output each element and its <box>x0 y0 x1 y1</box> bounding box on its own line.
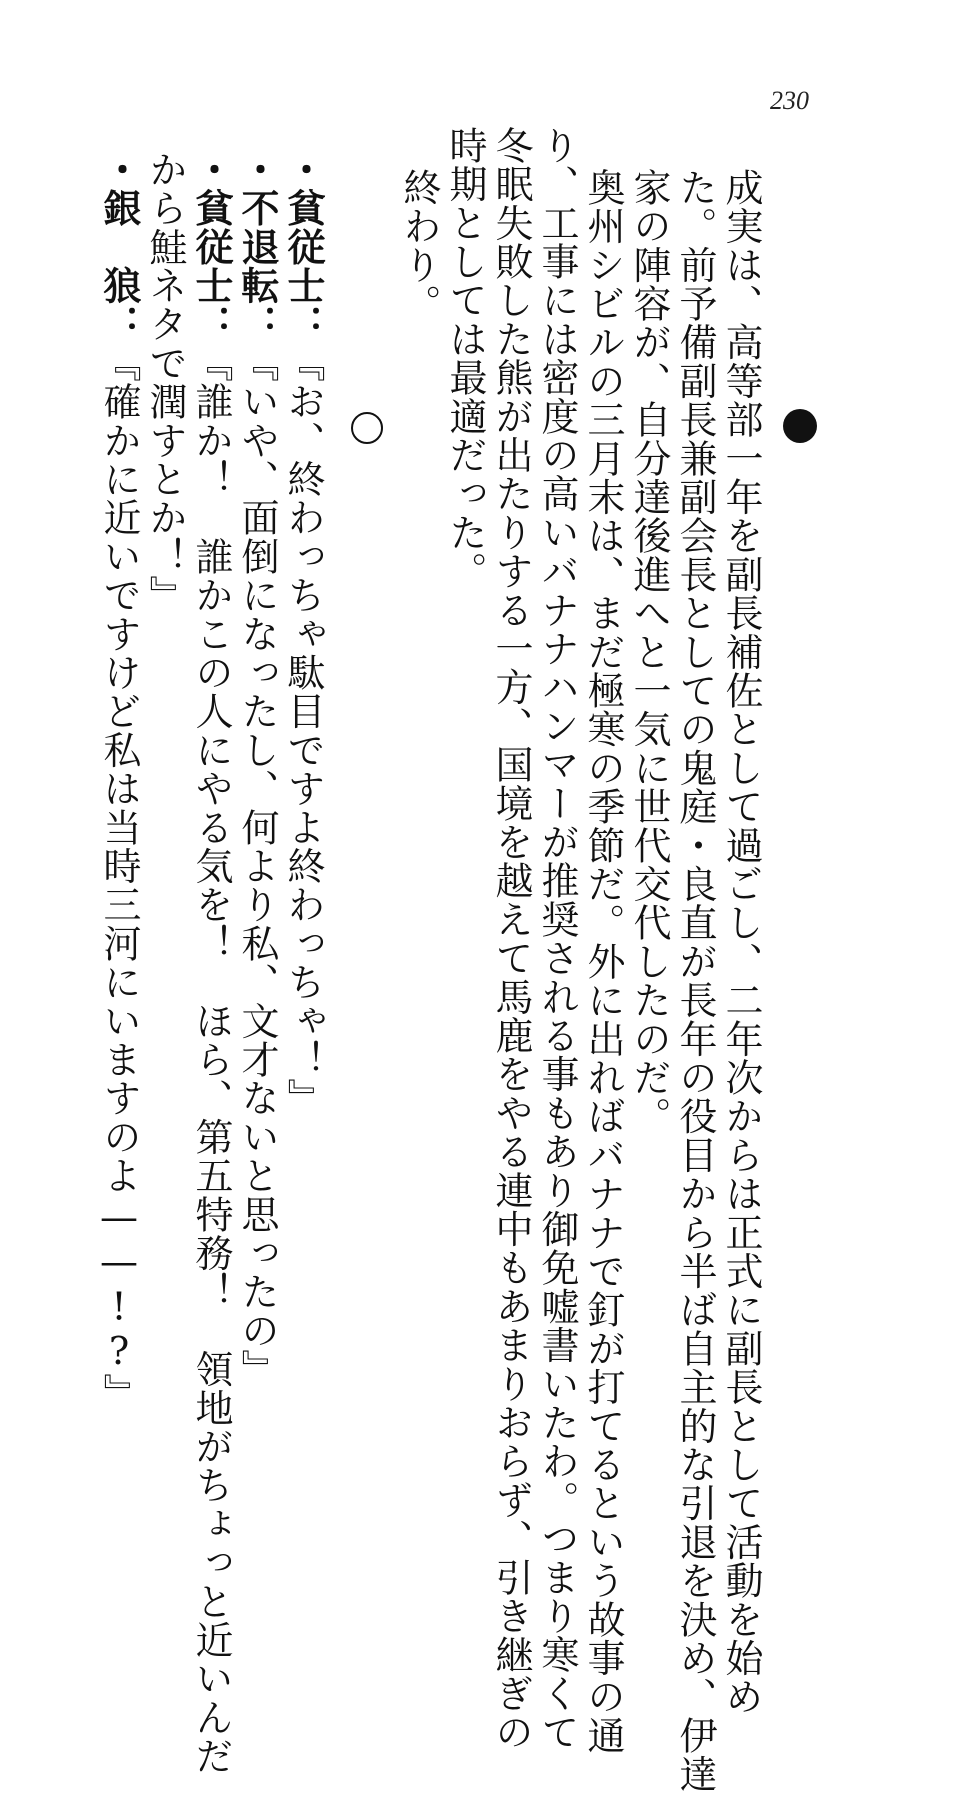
speaker-label: ・貧従士： <box>281 150 325 344</box>
dialogue-line <box>189 150 233 1776</box>
narrative-line: 奥州シビルの三月末は、まだ極寒の季節だ。外に出ればバナナで釘が打てるという故事の通 <box>581 168 625 1755</box>
speaker-label: ・貧従士： <box>189 150 233 344</box>
narrative-line: た。前予備副長兼副会長としての鬼庭・良直が長年の役目から半ば自主的な引退を決め、伊達 <box>673 168 717 1793</box>
black-circle-icon <box>783 409 817 443</box>
speaker-label: ・不退転： <box>235 150 279 344</box>
dialogue-text: 『お、終わっちゃ駄目ですよ終わっちゃ！』 <box>281 343 325 1118</box>
white-circle-icon <box>351 412 383 444</box>
dialogue-line <box>281 150 325 1118</box>
narrative-line: 終わり。 <box>397 168 441 323</box>
narrative-line: 成実は、高等部一年を副長補佐として過ごし、二年次からは正式に副長として活動を始め <box>719 168 763 1716</box>
dialogue-line <box>235 150 279 1389</box>
speaker-label: ・銀 狼： <box>97 150 141 344</box>
dialogue-text: から鮭ネタで潤すとか！』 <box>143 150 187 615</box>
page-number: 230 <box>770 86 809 115</box>
dialogue-text: 『いや、面倒になったし、何より私、文才ないと思ったの』 <box>235 343 279 1389</box>
narrative-line: 冬眠失敗した熊が出たりする一方、国境を越えて馬鹿をやる連中もあまりおらず、引き継ぎの <box>489 126 533 1752</box>
dialogue-text: 『確かに近いですけど私は当時三河にいますのよ——!?』 <box>97 343 141 1413</box>
dialogue-line <box>143 150 187 615</box>
narrative-line: 家の陣容が、自分達後進へと一気に世代交代したのだ。 <box>627 168 671 1136</box>
narrative-line: り、工事には密度の高いバナナハンマーが推奨される事もあり御免嘘書いたわ。つまり寒くて <box>535 126 579 1752</box>
narrative-line: 時期としては最適だった。 <box>443 126 487 591</box>
dialogue-line <box>97 150 141 1413</box>
dialogue-text: 『誰か！ 誰かこの人にやる気を！ ほら、第五特務！ 領地がちょっと近いんだ <box>189 343 233 1776</box>
